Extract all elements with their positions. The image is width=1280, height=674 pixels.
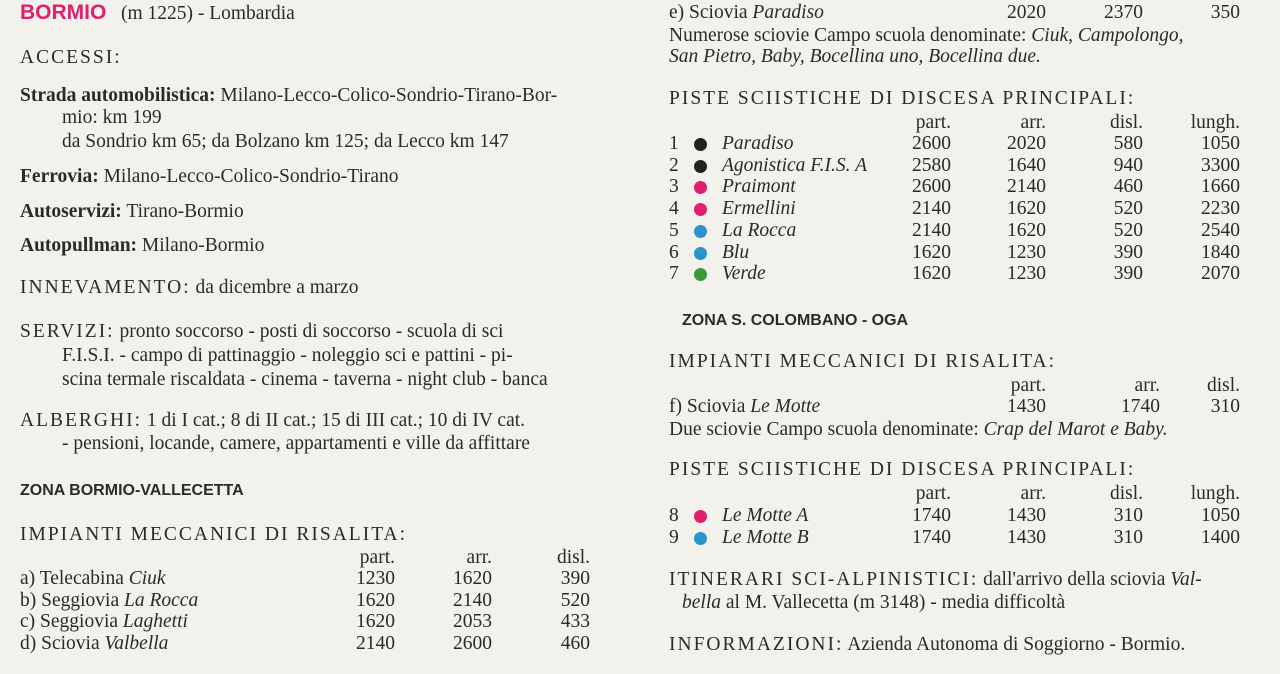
ferrovia-text: Milano-Lecco-Colico-Sondrio-Tirano [103, 166, 399, 187]
slope-part: 2580 [912, 154, 951, 176]
campo-scuola-text: Numerose sciovie Campo scuola denominate: [669, 25, 1027, 46]
column-header: lungh. [1190, 112, 1240, 133]
dot-icon [694, 181, 707, 194]
dot-icon [694, 160, 707, 173]
dot-icon [694, 247, 707, 260]
slope-number: 6 [669, 241, 679, 263]
lift-disl: 433 [560, 611, 590, 633]
ferrovia-label: Ferrovia: [20, 166, 99, 187]
slope-lungh: 1660 [1201, 176, 1240, 198]
lift-id: d) [20, 633, 37, 655]
dot-icon [694, 225, 707, 238]
slope-arr: 1620 [1007, 219, 1046, 241]
page-title: BORMIO [20, 1, 107, 24]
zona1-impianti-heading: IMPIANTI MECCANICI DI RISALITA: [20, 524, 408, 545]
lift-row [669, 396, 820, 418]
informazioni-label: INFORMAZIONI: [669, 634, 844, 655]
campo-scuola-names: Ciuk, Campolongo, [1031, 25, 1184, 46]
alberghi-text-2: - pensioni, locande, camere, appartamenti e ville da affittare [62, 433, 530, 454]
lift-type: Seggiovia [40, 611, 119, 633]
slope-part: 1620 [912, 241, 951, 263]
lift-id: f) [669, 396, 682, 417]
alberghi-label: ALBERGHI: [20, 410, 142, 431]
slope-part: 2600 [912, 133, 951, 154]
autoservizi-label: Autoservizi: [20, 201, 122, 222]
slope-number: 4 [669, 198, 679, 220]
slope-color-dot-icon [694, 220, 708, 242]
slope-arr: 1620 [1007, 198, 1046, 220]
dot-icon [694, 203, 707, 216]
lift-disl: 460 [560, 633, 590, 655]
lift-name: La Rocca [124, 589, 199, 611]
column-header: arr. [1134, 375, 1160, 396]
slope-lungh: 2230 [1201, 198, 1240, 220]
lift-part: 2140 [356, 633, 395, 655]
slope-part: 2140 [912, 198, 951, 220]
lift-disl: 350 [1210, 2, 1240, 23]
column-header: arr. [1020, 112, 1046, 133]
column-header: lungh. [1190, 483, 1240, 504]
zona2-title: ZONA S. COLOMBANO - OGA [682, 312, 909, 329]
zona2-campo-scuola-text: Due sciovie Campo scuola denominate: [669, 419, 979, 440]
slope-name: Le Motte A [722, 505, 809, 526]
slope-color-dot-icon [694, 155, 708, 177]
slope-arr: 1230 [1007, 263, 1046, 285]
slope-arr: 1430 [1007, 505, 1046, 526]
lift-id: e) [669, 2, 685, 23]
column-header: part. [359, 547, 395, 568]
page-header [20, 2, 295, 25]
lift-id: a) [20, 568, 36, 589]
lift-row [20, 590, 198, 612]
slope-name: Blu [722, 241, 750, 263]
slope-number: 8 [669, 505, 679, 526]
informazioni-line [669, 634, 1185, 656]
zona2-campo-scuola-names: Crap del Marot e Baby. [983, 419, 1168, 440]
slope-lungh: 1050 [1201, 133, 1240, 154]
informazioni-text: Azienda Autonoma di Soggiorno - Bormio. [847, 634, 1186, 655]
slope-lungh: 1400 [1201, 526, 1240, 548]
slope-arr: 1430 [1007, 526, 1046, 548]
slope-name: Praimont [722, 176, 796, 198]
strada-text-2: mio: km 199 [62, 107, 162, 128]
itinerari-place-1: Val- [1170, 569, 1202, 590]
autopullman-line [20, 235, 264, 257]
slope-lungh: 2070 [1201, 263, 1240, 285]
column-header: part. [1010, 375, 1046, 396]
lift-name: Ciuk [128, 568, 166, 589]
autoservizi-line [20, 201, 244, 223]
lift-arr: 2600 [453, 633, 492, 655]
lift-type: Sciovia [41, 633, 100, 655]
lift-arr: 1620 [453, 568, 492, 589]
lift-part: 1620 [356, 611, 395, 633]
itinerari-place-2: bella [682, 592, 721, 613]
servizi-line-1 [20, 321, 503, 343]
zona1-piste-heading: PISTE SCIISTICHE DI DISCESA PRINCIPALI: [669, 88, 1136, 109]
slope-number: 1 [669, 133, 679, 154]
slope-name: Ermellini [722, 198, 796, 220]
slope-lungh: 3300 [1201, 154, 1240, 176]
slope-arr: 1230 [1007, 241, 1046, 263]
column-header: arr. [1020, 483, 1046, 504]
slope-color-dot-icon [694, 505, 708, 527]
slope-color-dot-icon [694, 198, 708, 220]
slope-disl: 460 [1113, 176, 1143, 198]
slope-lungh: 1050 [1201, 505, 1240, 526]
lift-name: Valbella [104, 633, 169, 655]
lift-arr: 2370 [1104, 2, 1143, 23]
lift-name: Le Motte [750, 396, 821, 417]
column-header: part. [915, 112, 951, 133]
lift-part: 1430 [1007, 396, 1046, 417]
slope-part: 1740 [912, 505, 951, 526]
lift-disl: 310 [1210, 396, 1240, 417]
slope-disl: 310 [1113, 505, 1143, 526]
slope-disl: 520 [1113, 198, 1143, 220]
servizi-text-2: F.I.S.I. - campo di pattinaggio - noleggio sci e pattini - pi- [62, 345, 513, 366]
alberghi-text-1: 1 di I cat.; 8 di II cat.; 15 di III cat.; 10 di IV cat. [146, 410, 526, 431]
slope-part: 2140 [912, 219, 951, 241]
slope-name: La Rocca [722, 219, 797, 241]
column-header: part. [915, 483, 951, 504]
slope-name: Le Motte B [722, 526, 809, 548]
slope-part: 2600 [912, 176, 951, 198]
slope-arr: 1640 [1007, 154, 1046, 176]
slope-number: 3 [669, 176, 679, 198]
itinerari-line-2 [682, 592, 1065, 614]
slope-name: Agonistica F.I.S. A [722, 154, 867, 176]
innevamento-text: da dicembre a marzo [195, 277, 359, 298]
slope-disl: 940 [1113, 154, 1143, 176]
ferrovia-line [20, 166, 399, 188]
dot-icon [694, 268, 707, 281]
column-header: disl. [556, 547, 590, 568]
slope-disl: 390 [1113, 241, 1143, 263]
slope-disl: 580 [1113, 133, 1143, 154]
lift-arr: 1740 [1121, 396, 1160, 417]
innevamento-label: INNEVAMENTO: [20, 277, 191, 298]
accessi-heading: ACCESSI: [20, 47, 122, 68]
zona2-piste-heading: PISTE SCIISTICHE DI DISCESA PRINCIPALI: [669, 459, 1136, 480]
servizi-text-1: pronto soccorso - posti di soccorso - scuola di sci [119, 321, 504, 342]
strada-text: Milano-Lecco-Colico-Sondrio-Tirano-Bor- [220, 85, 558, 106]
lift-name: Laghetti [122, 611, 188, 633]
itinerari-text-2: al M. Vallecetta (m 3148) - media difficoltà [725, 592, 1066, 613]
strada-label: Strada automobilistica: [20, 85, 216, 106]
slope-color-dot-icon [694, 242, 708, 264]
slope-color-dot-icon [694, 176, 708, 198]
column-header: disl. [1109, 112, 1143, 133]
slope-color-dot-icon [694, 527, 708, 549]
column-header: arr. [466, 547, 492, 568]
campo-scuola-names-2: San Pietro, Baby, Bocellina uno, Bocellina due. [669, 46, 1041, 67]
lift-type: Seggiovia [41, 589, 120, 611]
lift-id: c) [20, 611, 36, 633]
campo-scuola-line-2 [669, 46, 1041, 68]
lift-arr: 2140 [453, 589, 492, 611]
lift-type: Sciovia [686, 396, 746, 417]
lift-type: Sciovia [689, 2, 748, 23]
lift-row [20, 611, 188, 633]
page-subtitle: (m 1225) - Lombardia [120, 3, 295, 24]
lift-name: Paradiso [752, 2, 824, 23]
autopullman-label: Autopullman: [20, 235, 138, 256]
dot-icon [694, 138, 707, 151]
slope-name: Verde [722, 263, 766, 285]
campo-scuola-line-1 [669, 25, 1184, 47]
lift-disl: 390 [560, 568, 590, 589]
lift-part: 2020 [1007, 2, 1046, 23]
lift-row [669, 2, 824, 24]
lift-id: b) [20, 589, 37, 611]
column-header: disl. [1109, 483, 1143, 504]
lift-type: Telecabina [39, 568, 124, 589]
autoservizi-text: Tirano-Bormio [126, 201, 244, 222]
slope-disl: 310 [1113, 526, 1143, 548]
lift-part: 1230 [356, 568, 395, 589]
dot-icon [694, 532, 707, 545]
slope-number: 5 [669, 219, 679, 241]
autopullman-text: Milano-Bormio [141, 235, 265, 256]
slope-disl: 520 [1113, 219, 1143, 241]
zona2-impianti-heading: IMPIANTI MECCANICI DI RISALITA: [669, 351, 1057, 372]
itinerari-label: ITINERARI SCI-ALPINISTICI: [669, 569, 979, 590]
alberghi-line-1 [20, 410, 525, 432]
slope-color-dot-icon [694, 133, 708, 155]
servizi-label: SERVIZI: [20, 321, 115, 342]
column-header: disl. [1206, 375, 1240, 396]
slope-number: 2 [669, 154, 679, 176]
slope-part: 1620 [912, 263, 951, 285]
lift-row [20, 633, 168, 655]
slope-lungh: 1840 [1201, 241, 1240, 263]
slope-number: 7 [669, 263, 679, 285]
zona2-campo-scuola [669, 419, 1168, 441]
lift-row [20, 568, 166, 590]
slope-number: 9 [669, 526, 679, 548]
slope-lungh: 2540 [1201, 219, 1240, 241]
slope-arr: 2140 [1007, 176, 1046, 198]
slope-arr: 2020 [1007, 133, 1046, 154]
itinerari-text-1: dall'arrivo della sciovia [983, 569, 1166, 590]
strada-distances: da Sondrio km 65; da Bolzano km 125; da Lecco km 147 [62, 131, 509, 152]
dot-icon [694, 510, 707, 523]
lift-disl: 520 [560, 589, 590, 611]
slope-disl: 390 [1113, 263, 1143, 285]
innevamento-line [20, 277, 358, 299]
strada-line [20, 85, 557, 107]
itinerari-line-1 [669, 569, 1202, 591]
slope-name: Paradiso [722, 133, 794, 154]
slope-part: 1740 [912, 526, 951, 548]
zona1-title: ZONA BORMIO-VALLECETTA [20, 482, 244, 499]
slope-color-dot-icon [694, 263, 708, 285]
lift-arr: 2053 [453, 611, 492, 633]
lift-part: 1620 [356, 589, 395, 611]
servizi-text-3: scina termale riscaldata - cinema - taverna - night club - banca [62, 369, 548, 390]
